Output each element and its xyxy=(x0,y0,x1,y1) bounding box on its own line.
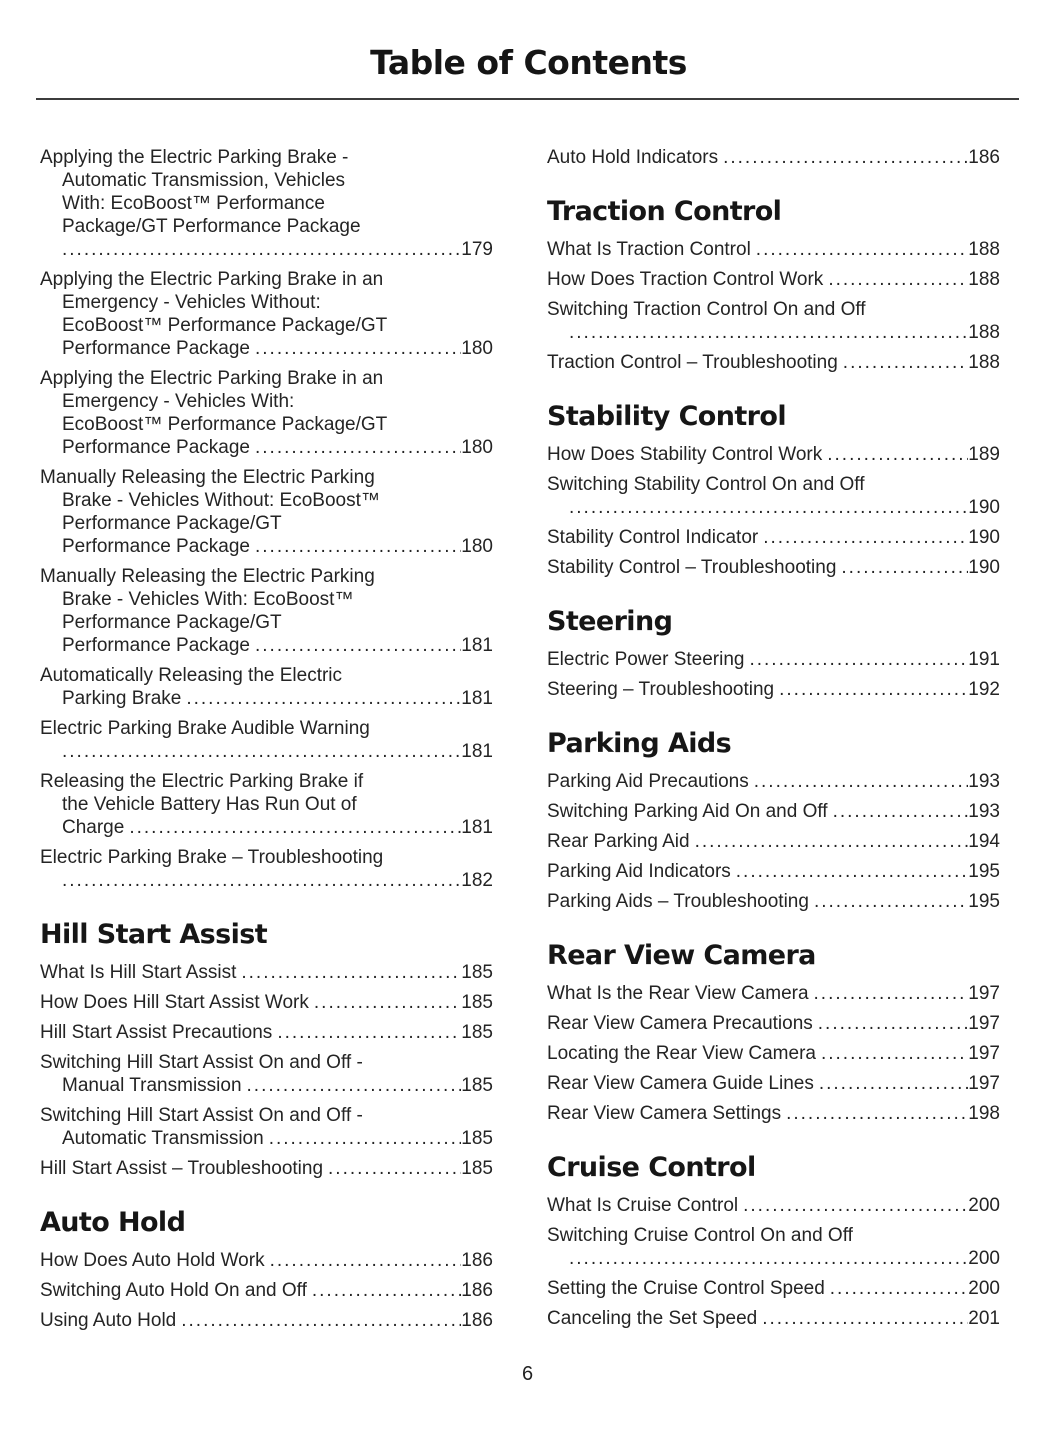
toc-entry-text: What Is the Rear View Camera xyxy=(547,983,809,1004)
toc-entry-page-number: 185 xyxy=(461,1075,493,1096)
dot-leader xyxy=(723,146,968,169)
toc-entry xyxy=(40,565,493,657)
dot-leader xyxy=(312,1279,461,1302)
toc-entry xyxy=(40,1249,493,1272)
toc-entry-text: How Does Stability Control Work xyxy=(547,444,823,465)
toc-entry xyxy=(547,890,1000,913)
toc-entry-text-line: Automatically Releasing the Electric xyxy=(40,665,343,686)
toc-entry xyxy=(40,1051,493,1097)
toc-entry-text: What Is Cruise Control xyxy=(547,1195,739,1216)
toc-entry-last-line xyxy=(40,1279,493,1302)
toc-entry-text: Rear Parking Aid xyxy=(547,831,690,852)
dot-leader xyxy=(819,1072,968,1095)
toc-entry-text: What Is Hill Start Assist xyxy=(40,962,237,983)
toc-entry-page-number: 180 xyxy=(461,536,493,557)
toc-entry xyxy=(547,146,1000,169)
toc-entry xyxy=(547,526,1000,549)
toc-entry-text: How Does Auto Hold Work xyxy=(40,1250,265,1271)
dot-leader xyxy=(181,1309,461,1332)
toc-entry-page-number: 192 xyxy=(968,679,1000,700)
toc-entry-last-line xyxy=(547,648,1000,671)
toc-entry-last-line xyxy=(40,337,493,360)
section-heading: Stability Control xyxy=(547,401,786,432)
dot-leader xyxy=(743,1194,968,1217)
toc-entry-text: Setting the Cruise Control Speed xyxy=(547,1278,825,1299)
toc-entry-page-number: 181 xyxy=(461,817,493,838)
toc-entry-text-line: Manually Releasing the Electric Parking xyxy=(40,566,375,587)
dot-leader xyxy=(569,321,968,344)
toc-entry-last-line xyxy=(547,443,1000,466)
toc-entry xyxy=(547,800,1000,823)
toc-entry-page-number: 191 xyxy=(968,649,1000,670)
toc-entry-page-number: 180 xyxy=(461,338,493,359)
toc-entry-last-line xyxy=(547,982,1000,1005)
toc-entry-text: Hill Start Assist Precautions xyxy=(40,1022,273,1043)
toc-entry xyxy=(547,648,1000,671)
toc-entry-page-number: 185 xyxy=(461,1128,493,1149)
section-heading: Steering xyxy=(547,606,673,637)
toc-entry-last-line xyxy=(547,1247,1000,1270)
toc-entry-last-line xyxy=(40,436,493,459)
toc-entry xyxy=(547,830,1000,853)
toc-entry xyxy=(547,678,1000,701)
toc-entry-text-line: Manually Releasing the Electric Parking xyxy=(40,467,375,488)
toc-entry-text: What Is Traction Control xyxy=(547,239,751,260)
toc-entry-text-line: With: EcoBoost™ Performance xyxy=(62,193,325,214)
dot-leader xyxy=(62,740,461,763)
toc-entry-text-line: Applying the Electric Parking Brake in an xyxy=(40,269,384,290)
toc-entry-last-line xyxy=(547,678,1000,701)
toc-entry-text: Parking Aids – Troubleshooting xyxy=(547,891,809,912)
dot-leader xyxy=(695,830,969,853)
dot-leader xyxy=(841,556,968,579)
toc-entry-text: Traction Control – Troubleshooting xyxy=(547,352,838,373)
toc-entry-text: Performance Package xyxy=(62,338,250,359)
toc-entry-text-line: Electric Parking Brake Audible Warning xyxy=(40,718,370,739)
toc-entry-text-line: Switching Traction Control On and Off xyxy=(547,299,866,320)
toc-entry-page-number: 200 xyxy=(968,1278,1000,1299)
toc-entry-last-line xyxy=(547,1072,1000,1095)
section-heading: Hill Start Assist xyxy=(40,919,268,950)
toc-entry-last-line xyxy=(547,238,1000,261)
dot-leader xyxy=(241,961,461,984)
toc-entry-last-line xyxy=(547,1042,1000,1065)
section-heading: Parking Aids xyxy=(547,728,732,759)
toc-entry-text-line: Switching Hill Start Assist On and Off - xyxy=(40,1105,363,1126)
toc-entry-text: Manual Transmission xyxy=(62,1075,242,1096)
toc-entry-last-line xyxy=(40,1309,493,1332)
toc-entry xyxy=(547,1072,1000,1095)
toc-entry-text: Auto Hold Indicators xyxy=(547,147,719,168)
toc-entry xyxy=(547,556,1000,579)
toc-entry-page-number: 181 xyxy=(461,635,493,656)
toc-entry xyxy=(547,1277,1000,1300)
toc-entry-page-number: 188 xyxy=(968,352,1000,373)
toc-column-right xyxy=(547,146,1000,1339)
toc-entry-text-line: Applying the Electric Parking Brake in an xyxy=(40,368,384,389)
toc-entry-text-line: Releasing the Electric Parking Brake if xyxy=(40,771,364,792)
toc-entry-last-line xyxy=(547,1102,1000,1125)
toc-entry-last-line xyxy=(547,770,1000,793)
toc-entry-text: Rear View Camera Settings xyxy=(547,1103,782,1124)
toc-entry xyxy=(40,1104,493,1150)
dot-leader xyxy=(62,238,461,261)
dot-leader xyxy=(821,1042,968,1065)
toc-entry-text-line: EcoBoost™ Performance Package/GT xyxy=(62,315,388,336)
toc-entry-last-line xyxy=(547,860,1000,883)
toc-entry-page-number: 197 xyxy=(968,1073,1000,1094)
toc-entry-page-number: 200 xyxy=(968,1195,1000,1216)
toc-entry-text: Hill Start Assist – Troubleshooting xyxy=(40,1158,324,1179)
toc-entry xyxy=(40,1021,493,1044)
toc-entry xyxy=(40,770,493,839)
toc-entry-text-line: the Vehicle Battery Has Run Out of xyxy=(62,794,357,815)
toc-entry-text-line: Switching Hill Start Assist On and Off - xyxy=(40,1052,363,1073)
toc-column-left xyxy=(40,146,493,1339)
dot-leader xyxy=(749,648,968,671)
toc-entry-page-number: 190 xyxy=(968,527,1000,548)
dot-leader xyxy=(255,337,461,360)
section-heading: Rear View Camera xyxy=(547,940,816,971)
toc-entry-last-line xyxy=(40,634,493,657)
toc-entry xyxy=(547,1194,1000,1217)
dot-leader xyxy=(255,436,461,459)
toc-entry-text-line: EcoBoost™ Performance Package/GT xyxy=(62,414,388,435)
toc-entry-page-number: 195 xyxy=(968,891,1000,912)
toc-entry xyxy=(40,1157,493,1180)
toc-entry-page-number: 197 xyxy=(968,983,1000,1004)
toc-entry-last-line xyxy=(547,351,1000,374)
toc-entry-last-line xyxy=(547,268,1000,291)
toc-entry-page-number: 188 xyxy=(968,269,1000,290)
dot-leader xyxy=(818,1012,969,1035)
toc-entry-text-line: Automatic Transmission, Vehicles xyxy=(62,170,346,191)
toc-entry xyxy=(40,466,493,558)
toc-entry-page-number: 193 xyxy=(968,801,1000,822)
dot-leader xyxy=(828,268,968,291)
toc-entry xyxy=(547,443,1000,466)
toc-entry xyxy=(40,268,493,360)
dot-leader xyxy=(786,1102,968,1125)
toc-entry-page-number: 197 xyxy=(968,1013,1000,1034)
toc-entry xyxy=(40,1309,493,1332)
toc-entry-text: Using Auto Hold xyxy=(40,1310,177,1331)
toc-entry xyxy=(547,860,1000,883)
toc-entry-page-number: 180 xyxy=(461,437,493,458)
toc-entry-page-number: 185 xyxy=(461,1158,493,1179)
toc-entry-last-line xyxy=(40,816,493,839)
toc-entry-last-line xyxy=(547,1307,1000,1330)
toc-entry-text-line: Brake - Vehicles Without: EcoBoost™ xyxy=(62,490,380,511)
dot-leader xyxy=(328,1157,461,1180)
toc-entry-last-line xyxy=(547,321,1000,344)
toc-entry-text: How Does Hill Start Assist Work xyxy=(40,992,309,1013)
toc-entry-page-number: 195 xyxy=(968,861,1000,882)
dot-leader xyxy=(62,869,461,892)
title-divider xyxy=(36,98,1019,100)
toc-entry xyxy=(547,1102,1000,1125)
toc-entry-page-number: 188 xyxy=(968,239,1000,260)
toc-entry-page-number: 179 xyxy=(461,239,493,260)
toc-entry-page-number: 181 xyxy=(461,688,493,709)
toc-entry-text: Switching Auto Hold On and Off xyxy=(40,1280,307,1301)
toc-entry-text: Parking Aid Indicators xyxy=(547,861,731,882)
toc-entry xyxy=(547,1307,1000,1330)
toc-entry-text: How Does Traction Control Work xyxy=(547,269,824,290)
section-heading: Traction Control xyxy=(547,196,782,227)
toc-entry-page-number: 197 xyxy=(968,1043,1000,1064)
toc-entry-text-line: Applying the Electric Parking Brake - xyxy=(40,147,349,168)
toc-entry-page-number: 181 xyxy=(461,741,493,762)
toc-entry xyxy=(547,1042,1000,1065)
toc-entry-text-line: Package/GT Performance Package xyxy=(62,216,361,237)
toc-entry-page-number: 182 xyxy=(461,870,493,891)
dot-leader xyxy=(762,1307,968,1330)
toc-entry xyxy=(40,961,493,984)
dot-leader xyxy=(833,800,969,823)
toc-entry-last-line xyxy=(547,526,1000,549)
toc-entry-text: Switching Parking Aid On and Off xyxy=(547,801,828,822)
toc-columns xyxy=(40,146,1017,1339)
toc-entry-text-line: Switching Cruise Control On and Off xyxy=(547,1225,853,1246)
toc-entry-page-number: 186 xyxy=(461,1310,493,1331)
toc-entry xyxy=(547,268,1000,291)
toc-entry-last-line xyxy=(40,1074,493,1097)
toc-entry-page-number: 185 xyxy=(461,962,493,983)
toc-entry xyxy=(40,991,493,1014)
toc-entry xyxy=(547,351,1000,374)
toc-entry-page-number: 188 xyxy=(968,322,1000,343)
toc-entry-page-number: 190 xyxy=(968,557,1000,578)
dot-leader xyxy=(314,991,461,1014)
dot-leader xyxy=(763,526,968,549)
toc-entry-text: Parking Brake xyxy=(62,688,182,709)
toc-entry-last-line xyxy=(547,1012,1000,1035)
toc-entry-text: Rear View Camera Guide Lines xyxy=(547,1073,814,1094)
toc-entry-page-number: 186 xyxy=(461,1250,493,1271)
toc-entry-text-line: Emergency - Vehicles With: xyxy=(62,391,295,412)
dot-leader xyxy=(270,1249,462,1272)
toc-entry-last-line xyxy=(40,1157,493,1180)
toc-entry-page-number: 200 xyxy=(968,1248,1000,1269)
dot-leader xyxy=(129,816,461,839)
toc-entry-last-line xyxy=(40,1021,493,1044)
dot-leader xyxy=(247,1074,462,1097)
toc-entry-last-line xyxy=(547,800,1000,823)
toc-entry-text: Performance Package xyxy=(62,536,250,557)
dot-leader xyxy=(779,678,968,701)
toc-entry-text: Stability Control Indicator xyxy=(547,527,759,548)
toc-entry-text: Steering – Troubleshooting xyxy=(547,679,775,700)
toc-entry-last-line xyxy=(40,1249,493,1272)
toc-entry-page-number: 186 xyxy=(461,1280,493,1301)
dot-leader xyxy=(830,1277,969,1300)
dot-leader xyxy=(814,890,968,913)
toc-entry-page-number: 186 xyxy=(968,147,1000,168)
dot-leader xyxy=(814,982,969,1005)
toc-entry-last-line xyxy=(40,961,493,984)
toc-entry-text: Parking Aid Precautions xyxy=(547,771,749,792)
toc-entry-text: Performance Package xyxy=(62,437,250,458)
toc-entry-last-line xyxy=(40,991,493,1014)
toc-entry-text-line: Brake - Vehicles With: EcoBoost™ xyxy=(62,589,354,610)
toc-entry-text: Performance Package xyxy=(62,635,250,656)
toc-entry-text: Canceling the Set Speed xyxy=(547,1308,758,1329)
toc-entry-text-line: Performance Package/GT xyxy=(62,612,282,633)
toc-entry xyxy=(547,770,1000,793)
toc-entry xyxy=(547,298,1000,344)
toc-entry xyxy=(547,238,1000,261)
page-title: Table of Contents xyxy=(370,43,687,82)
toc-entry-text-line: Emergency - Vehicles Without: xyxy=(62,292,321,313)
toc-entry-text: Electric Power Steering xyxy=(547,649,745,670)
dot-leader xyxy=(736,860,969,883)
section-heading: Auto Hold xyxy=(40,1207,186,1238)
dot-leader xyxy=(756,238,969,261)
toc-entry-last-line xyxy=(547,496,1000,519)
toc-entry-text-line: Electric Parking Brake – Troubleshooting xyxy=(40,847,384,868)
toc-entry-last-line xyxy=(547,1194,1000,1217)
toc-entry-page-number: 185 xyxy=(461,1022,493,1043)
toc-entry-text: Locating the Rear View Camera xyxy=(547,1043,816,1064)
toc-entry-last-line xyxy=(547,556,1000,579)
toc-entry-text: Rear View Camera Precautions xyxy=(547,1013,813,1034)
toc-entry-text: Charge xyxy=(62,817,125,838)
toc-entry xyxy=(40,367,493,459)
dot-leader xyxy=(186,687,461,710)
toc-entry-text-line: Performance Package/GT xyxy=(62,513,282,534)
toc-entry xyxy=(547,982,1000,1005)
toc-entry xyxy=(547,1224,1000,1270)
dot-leader xyxy=(255,634,461,657)
toc-entry-last-line xyxy=(547,146,1000,169)
toc-entry-last-line xyxy=(40,740,493,763)
toc-entry xyxy=(40,846,493,892)
dot-leader xyxy=(843,351,969,374)
toc-entry-text: Automatic Transmission xyxy=(62,1128,264,1149)
toc-entry-page-number: 194 xyxy=(968,831,1000,852)
toc-entry-page-number: 198 xyxy=(968,1103,1000,1124)
toc-entry xyxy=(547,1012,1000,1035)
toc-entry-last-line xyxy=(40,869,493,892)
toc-entry xyxy=(547,473,1000,519)
toc-entry-last-line xyxy=(547,890,1000,913)
dot-leader xyxy=(277,1021,461,1044)
toc-entry xyxy=(40,1279,493,1302)
dot-leader xyxy=(569,496,968,519)
toc-entry-text-line: Switching Stability Control On and Off xyxy=(547,474,865,495)
toc-entry-page-number: 193 xyxy=(968,771,1000,792)
toc-entry-last-line xyxy=(547,1277,1000,1300)
dot-leader xyxy=(754,770,969,793)
toc-entry-page-number: 189 xyxy=(968,444,1000,465)
toc-entry xyxy=(40,664,493,710)
toc-entry-last-line xyxy=(547,830,1000,853)
toc-entry xyxy=(40,717,493,763)
dot-leader xyxy=(569,1247,968,1270)
page-number-footer: 6 xyxy=(521,1363,534,1385)
toc-entry-last-line xyxy=(40,1127,493,1150)
toc-entry-page-number: 185 xyxy=(461,992,493,1013)
dot-leader xyxy=(269,1127,462,1150)
dot-leader xyxy=(827,443,968,466)
section-heading: Cruise Control xyxy=(547,1152,756,1183)
toc-entry-page-number: 201 xyxy=(968,1308,1000,1329)
toc-entry-last-line xyxy=(40,687,493,710)
toc-entry-page-number: 190 xyxy=(968,497,1000,518)
toc-entry-text: Stability Control – Troubleshooting xyxy=(547,557,837,578)
dot-leader xyxy=(255,535,461,558)
toc-entry-last-line xyxy=(40,238,493,261)
toc-entry-last-line xyxy=(40,535,493,558)
toc-entry xyxy=(40,146,493,261)
